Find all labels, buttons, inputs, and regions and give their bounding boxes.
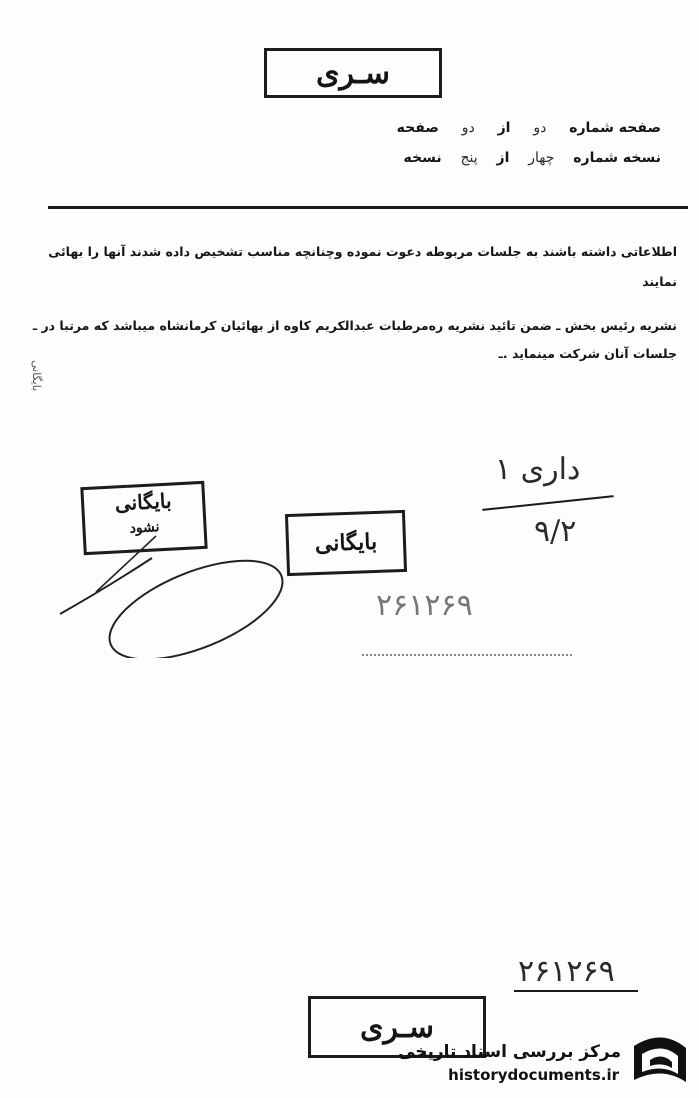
- pen-ellipse-mark: [56, 528, 296, 658]
- copy-number-value: چهار: [528, 150, 555, 166]
- fraction-bottom: ۹/۲: [534, 514, 577, 549]
- secret-stamp-bottom-text: سـری: [360, 1009, 434, 1045]
- page-suffix: صفحه: [396, 120, 439, 136]
- copy-of-label: از: [496, 150, 510, 166]
- body-line-3: نشریه رئیس بخش ـ ضمن تائید نشریه ره‌مرطبات عبدالکریم کاوه از بهائیان کرمانشاه میباشد که مرتبا در ـ: [32, 318, 677, 333]
- margin-note: بایگانی: [30, 360, 43, 392]
- archive-stamp-1-line1: بایگانی: [114, 488, 173, 516]
- archive-logo-icon: [628, 1034, 692, 1090]
- number-2-underline: [514, 990, 638, 992]
- copy-suffix: نسخه: [403, 150, 442, 166]
- header-divider: [48, 206, 688, 209]
- body-line-1: اطلاعاتی داشته باشند به جلسات مربوطه دعوت نموده وچنانچه مناسب تشخیص داده شدند آنها را بهائی: [48, 244, 677, 259]
- fraction-top: داری ۱: [495, 452, 581, 487]
- secret-stamp-top: [264, 48, 442, 98]
- body-line-4: جلسات آنان شرکت مینماید .ـ: [498, 346, 677, 361]
- archive-stamp-1-line2: نشود: [129, 519, 160, 537]
- page-number-value: دو: [533, 120, 547, 136]
- page-total-value: دو: [461, 120, 475, 136]
- copy-number-label: نسخه شماره: [573, 150, 661, 166]
- page-number-label: صفحه شماره: [569, 120, 661, 136]
- archive-stamp-2-text: بایگانی: [314, 528, 378, 558]
- archive-stamp-2: [285, 510, 407, 576]
- watermark-url: historydocuments.ir: [448, 1066, 619, 1084]
- secret-stamp-text: سـری: [316, 55, 390, 91]
- page-of-label: از: [497, 120, 511, 136]
- handwritten-number-2: ۲۶۱۲۶۹: [518, 954, 615, 989]
- number-underline: [362, 654, 572, 656]
- fraction-bar: [482, 495, 613, 511]
- watermark-title: مرکز بررسی اسناد تاریخی: [398, 1042, 621, 1062]
- page-number-row: [397, 120, 661, 136]
- handwritten-number-1: ۲۶۱۲۶۹: [376, 588, 473, 623]
- copy-number-row: [404, 150, 661, 166]
- body-line-2: نمایند: [642, 274, 677, 289]
- copy-total-value: پنج: [460, 150, 478, 166]
